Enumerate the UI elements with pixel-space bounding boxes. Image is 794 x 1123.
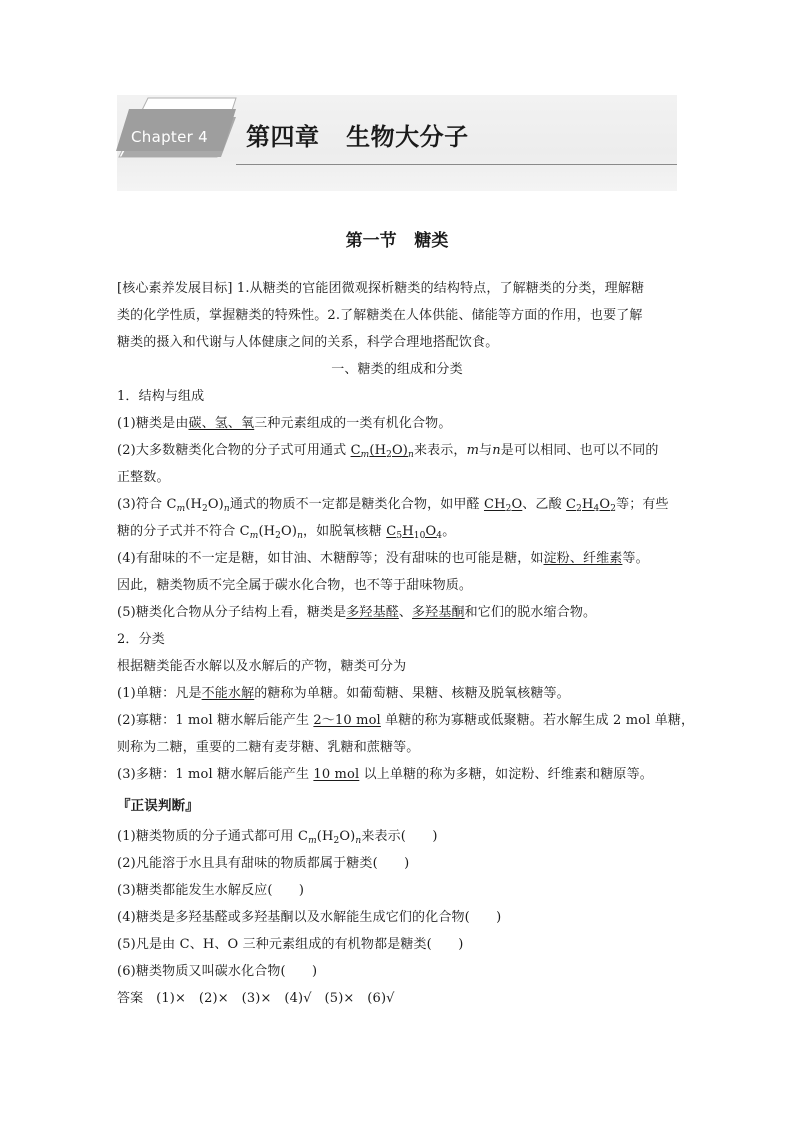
paragraph-2-cont: 正整数。 — [117, 470, 170, 485]
class-oligosaccharide: (2)寡糖：1 mol 糖水解后能产生 2～10 mol 单糖的称为寡糖或低聚糖。若水解生成 2 mol 单糖， — [117, 713, 695, 728]
class-polysaccharide: (3)多糖：1 mol 糖水解后能产生 10 mol 以上单糖的称为多糖，如淀粉、纤维素和糖原等。 — [117, 767, 653, 782]
judge-item-4: (4)糖类是多羟基醛或多羟基酮以及水解能生成它们的化合物( ) — [117, 910, 502, 925]
paragraph-5: (5)糖类化合物从分子结构上看，糖类是多羟基醛、多羟基酮和它们的脱水缩合物。 — [117, 605, 597, 620]
goals-line-1: [核心素养发展目标] 1.从糖类的官能团微观探析糖类的结构特点，了解糖类的分类，理解糖 — [117, 281, 645, 296]
subheading-classification: 2．分类 — [117, 632, 165, 647]
class-monosaccharide: (1)单糖：凡是不能水解的糖称为单糖。如葡萄糖、果糖、核糖及脱氧核糖等。 — [117, 686, 570, 701]
paragraph-1: (1)糖类是由碳、氢、氧三种元素组成的一类有机化合物。 — [117, 416, 452, 431]
chapter-label: Chapter 4 — [131, 128, 208, 146]
chapter-title: 第四章 生物大分子 — [246, 123, 469, 151]
paragraph-3-cont: 糖的分子式并不符合 $C_m(H_2O)_n$，如脱氧核糖 $C_5H_{10}O_4$。 — [117, 524, 456, 541]
paragraph-4: (4)有甜味的不一定是糖，如甘油、木糖醇等；没有甜味的也可能是糖，如淀粉、纤维素等。 — [117, 551, 649, 566]
section-title: 第一节 糖类 — [345, 231, 449, 251]
class-oligosaccharide-cont: 则称为二糖，重要的二糖有麦芽糖、乳糖和蔗糖等。 — [117, 740, 420, 755]
judge-answer: 答案 (1)× (2)× (3)× (4)√ (5)× (6)√ — [117, 991, 395, 1006]
part1-heading: 一、糖类的组成和分类 — [331, 362, 463, 377]
judge-tag: 『正误判断』 — [117, 798, 199, 814]
chapter-tab-shape — [0, 0, 794, 200]
judge-item-3: (3)糖类都能发生水解反应( ) — [117, 883, 305, 898]
general-formula: $C_m(H_2O)_n$ — [350, 443, 414, 460]
goals-line-2: 类的化学性质，掌握糖类的特殊性。2.了解糖类在人体供能、储能等方面的作用，也要了解 — [117, 308, 643, 323]
judge-item-1: (1)糖类物质的分子通式都可用 $C_m(H_2O)_n$来表示( ) — [117, 829, 438, 846]
subheading-structure: 1．结构与组成 — [117, 389, 205, 404]
judge-item-2: (2)凡能溶于水且具有甜味的物质都属于糖类( ) — [117, 856, 410, 871]
goals-line-3: 糖类的摄入和代谢与人体健康之间的关系，科学合理地搭配饮食。 — [117, 335, 499, 350]
banner-rule — [236, 164, 677, 165]
paragraph-3: (3)符合 $C_m(H_2O)_n$通式的物质不一定都是糖类化合物，如甲醛 $CH_2O$、乙酸 $C_2H_4O_2$等；有些 — [117, 497, 669, 514]
judge-item-5: (5)凡是由 C、H、O 三种元素组成的有机物都是糖类( ) — [117, 937, 464, 952]
paragraph-4-cont: 因此，糖类物质不完全属于碳水化合物，也不等于甜味物质。 — [117, 578, 473, 593]
paragraph-2: (2)大多数糖类化合物的分子式可用通式 $C_m(H_2O)_n$来表示，m与n是可以相同、也可以不同的 — [117, 443, 659, 460]
classification-intro: 根据糖类能否水解以及水解后的产物，糖类可分为 — [117, 659, 407, 674]
judge-item-6: (6)糖类物质又叫碳水化合物( ) — [117, 964, 318, 979]
